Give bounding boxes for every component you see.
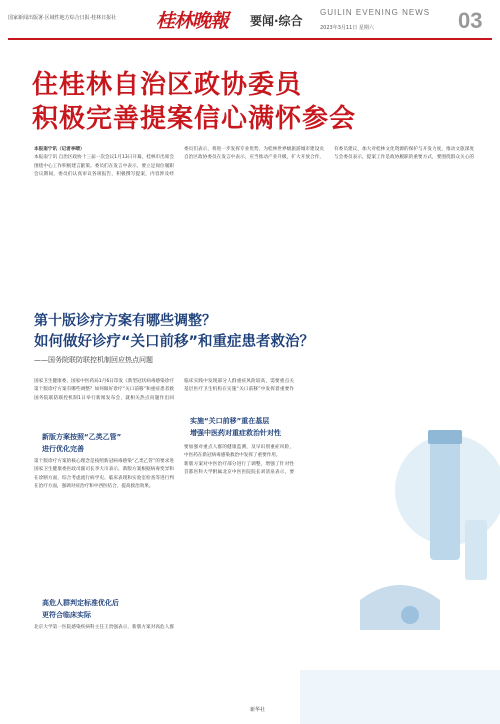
feature-column-1-body-2: [34, 624, 174, 632]
story1-paragraph: 与会委员表示，提案工作是政协履职的重要方式，要围绕群众关心的: [334, 155, 474, 161]
feature-column-1-body: [34, 458, 174, 492]
story1-paragraph: 会议期间，委员们认真审议各项报告，积极撰写提案，内容涉及经: [34, 172, 174, 178]
header-publisher: 国家新闻出版署·区域性地方综合日报·桂林日报社: [8, 15, 117, 21]
story1-paragraph: 本报南宁讯 自治区政协十三届一次会议1月13日开幕，桂林市出席会: [34, 155, 174, 161]
column-1-heading-c: 高危人群判定标准优化后: [42, 599, 119, 607]
feature-paragraph: 基层医疗卫生机构在实施“关口前移”中发挥着重要作: [184, 387, 294, 393]
story1-paragraph: 自治区政协委员在发言中表示，应当推动产业升级，扩大开放合作，: [184, 155, 324, 161]
column-2-heading-b: 增强中医药对重症救治针对性: [190, 429, 281, 437]
story1-paragraph: 委员们表示，将进一步发挥专业优势，为桂林世界级旅游城市建设贡: [184, 147, 324, 152]
feature-paragraph: 新版方案对中医治疗部分进行了调整，增强了针对性: [184, 461, 294, 467]
story1-paragraph: 围绕中心工作积极建言献策。委员们在发言中表示，要立足岗位履职: [34, 163, 174, 169]
newspaper-english-name: GUILIN EVENING NEWS: [320, 8, 431, 17]
medicine-bottle-icon: [430, 440, 460, 560]
feature-paragraph: 北京大学第一医院感染疾病科主任王贵强表示，新版方案对高危人群: [34, 625, 174, 630]
column-1-heading-b: 进行优化完善: [42, 445, 84, 453]
column-1-heading-d: 更符合临床实际: [42, 611, 91, 619]
feature-paragraph: 第十版诊疗方案的核心理念是按照新冠病毒感染“乙类乙管”的要求进: [34, 459, 174, 464]
feature-byline: ——国务院联防联控机制回应热点问题: [34, 356, 153, 364]
header-rule: [8, 38, 492, 40]
headline-line-1: 住桂林自治区政协委员: [32, 70, 303, 100]
feature-paragraph: 首都医科大学附属北京中医医院院长刘清泉表示，要: [184, 470, 294, 476]
feature-paragraph: 要加强对重点人群的健康监测，及早识别重症风险，: [184, 445, 294, 450]
page-number: 03: [458, 8, 483, 33]
feature-paragraph: 在治疗方面，强调对症治疗和中西医结合，提高救治效果。: [34, 484, 154, 490]
feature-paragraph: 临床实践中发现部分人群重症风险较高，需要重点关: [184, 379, 294, 384]
feature-paragraph: 国家卫生健康委、国家中医药局1月6日印发《新型冠状病毒感染诊疗: [34, 379, 174, 384]
column-2-heading-a: 实施“关口前移”重在基层: [190, 417, 270, 425]
feature-paragraph: 国家卫生健康委医政司副司长李大川表示，新版方案根据病毒变异和: [34, 467, 174, 473]
illustration-base: [300, 670, 500, 724]
feature-paragraph: 在诊断方面，综合考虑流行病学史、临床表现和实验室检查等进行判: [34, 475, 174, 481]
section-title: 要闻·综合: [250, 14, 303, 28]
issue-date: 2023年3月11日 星期六: [320, 25, 374, 31]
story1-column-3: [334, 146, 474, 163]
feature-paragraph: 第十版诊疗方案有哪些调整？如何做好诊疗“关口前移”和重症患者救: [34, 387, 174, 393]
feature-paragraph: 中医药在新冠病毒感染救治中发挥了重要作用。: [184, 453, 281, 459]
article-author: 新华社: [250, 707, 266, 713]
virus-icon: [401, 606, 419, 624]
headline-line-2: 积极完善提案信心满怀参会: [32, 104, 357, 134]
bottle-cap-icon: [428, 430, 462, 444]
feature-subtitle-1: 第十版诊疗方案有哪些调整？: [34, 313, 216, 329]
feature-column-2: [184, 378, 294, 395]
feature-column-2-body: [184, 444, 294, 478]
page-header: [0, 0, 500, 40]
feature-paragraph: 国务院联防联控机制1日举行新闻发布会，就相关热点问题作出回: [34, 395, 174, 401]
story1-paragraph: 有委员建议，加大对桂林文化资源的保护与开发力度，推动文旅深度: [334, 147, 474, 152]
story1-byline: 本报南宁讯（记者李晴）: [34, 147, 85, 152]
stethoscope-icon: [360, 585, 440, 630]
test-tube-icon: [465, 520, 487, 580]
column-1-heading-a: 新版方案按照“乙类乙管”: [42, 433, 122, 441]
story1-column-2: [184, 146, 324, 163]
feature-column-1: [34, 378, 174, 403]
medical-illustration: [300, 270, 500, 724]
masthead-logo: 桂林晚報: [156, 10, 229, 32]
story1-column-1: [34, 146, 174, 180]
feature-subtitle-2: 如何做好诊疗“关口前移”和重症患者救治？: [34, 334, 315, 350]
